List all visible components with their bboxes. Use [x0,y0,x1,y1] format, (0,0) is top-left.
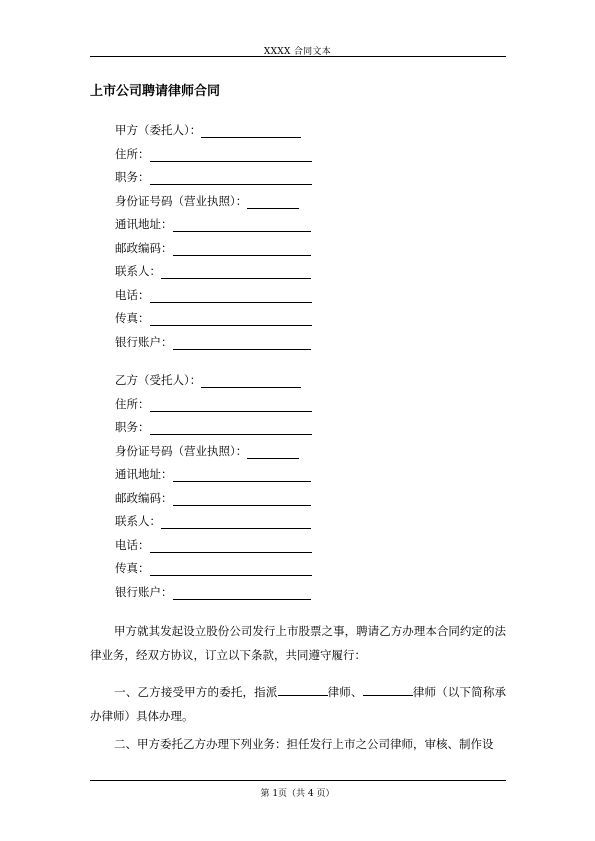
party-b-field [115,372,301,388]
field-label: 传真： [115,311,150,325]
party-a-field [115,216,311,232]
field-label: 住所： [115,397,150,411]
lawyer-name-blank-2[interactable] [363,683,413,696]
clause-2 [90,732,506,756]
fill-in-line[interactable] [173,469,311,482]
fill-in-line[interactable] [247,446,299,459]
party-b-field [115,419,312,435]
fill-in-line[interactable] [201,375,301,388]
fill-in-line[interactable] [173,587,311,600]
clause-1-text-b: 律师、 [327,685,363,699]
fill-in-line[interactable] [150,172,312,185]
fill-in-line[interactable] [173,243,311,256]
field-label: 传真： [115,561,150,575]
fill-in-line[interactable] [150,399,312,412]
clause-2-text: 二、甲方委托乙方办理下列业务：担任发行上市之公司律师，审核、制作设 [114,737,494,751]
party-a-field [115,287,312,303]
field-label: 电话： [115,288,150,302]
fill-in-line[interactable] [173,219,311,232]
header-divider [90,56,506,57]
party-a-field [115,146,312,162]
intro-paragraph [90,619,506,667]
party-b-field [115,396,312,412]
field-label: 银行账户： [115,335,173,349]
party-a-field [115,310,312,326]
party-b-field [115,537,312,553]
clause-1 [90,680,506,728]
fill-in-line[interactable] [201,125,301,138]
field-label: 甲方（委托人）： [115,123,202,137]
field-label: 乙方（受托人）： [115,373,202,387]
page-header: XXXX 合同文本 [263,47,332,57]
fill-in-line[interactable] [150,422,312,435]
fill-in-line[interactable] [161,516,311,529]
party-a-field [115,193,299,209]
party-a-field [115,263,311,279]
party-a-field [115,334,311,350]
document-title: 上市公司聘请律师合同 [90,84,221,99]
party-b-field [115,560,312,576]
fill-in-line[interactable] [150,563,312,576]
party-a-field [115,169,312,185]
party-b-field [115,584,311,600]
fill-in-line[interactable] [150,149,312,162]
field-label: 联系人： [115,514,161,528]
clause-1-text-a: 一、乙方接受甲方的委托，指派 [114,685,278,699]
field-label: 联系人： [115,264,161,278]
field-label: 电话： [115,538,150,552]
field-label: 职务： [115,170,150,184]
page-footer: 第 1页（共 4 页） [260,789,335,799]
fill-in-line[interactable] [161,266,311,279]
field-label: 邮政编码： [115,491,173,505]
clause-1-text-c: 律师（以下简称承办律师）具体办理。 [90,685,507,723]
field-label: 银行账户： [115,585,173,599]
party-b-field [115,490,311,506]
fill-in-line[interactable] [173,337,311,350]
intro-text: 甲方就其发起设立股份公司发行上市股票之事，聘请乙方办理本合同约定的法律业务，经双方协议，订立以下条款，共同遵守履行： [90,624,506,662]
footer-divider [90,780,506,781]
fill-in-line[interactable] [173,493,311,506]
lawyer-name-blank-1[interactable] [278,683,328,696]
fill-in-line[interactable] [150,290,312,303]
fill-in-line[interactable] [247,196,299,209]
field-label: 身份证号码（营业执照）： [115,444,248,458]
party-a-field [115,240,311,256]
field-label: 通讯地址： [115,467,173,481]
field-label: 通讯地址： [115,217,173,231]
party-b-field [115,513,311,529]
party-b-field [115,443,299,459]
field-label: 职务： [115,420,150,434]
field-label: 住所： [115,147,150,161]
fill-in-line[interactable] [150,313,312,326]
field-label: 身份证号码（营业执照）： [115,194,248,208]
field-label: 邮政编码： [115,241,173,255]
party-a-field [115,122,301,138]
party-b-field [115,466,311,482]
fill-in-line[interactable] [150,540,312,553]
